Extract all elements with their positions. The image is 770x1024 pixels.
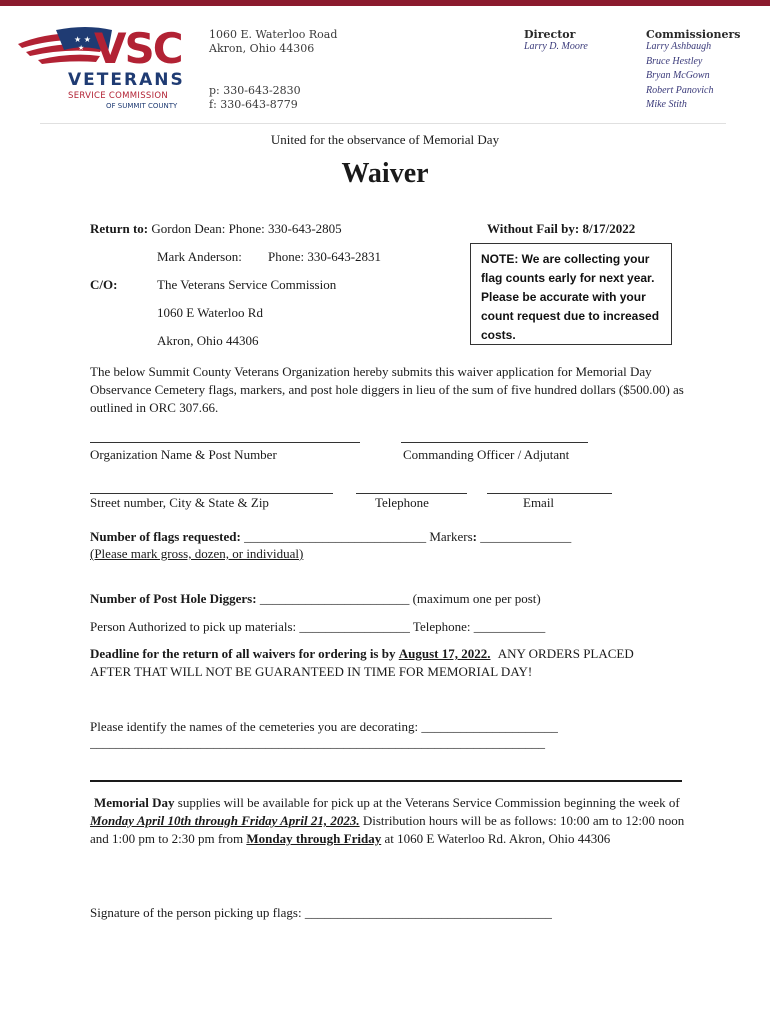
co-label: C/O: (90, 277, 118, 292)
supplies-text2: Distribution hours will be as follows: 10:00 am to 12:00 noon and 1:00 pm to 2:30 pm from (90, 813, 685, 846)
flags-input[interactable]: ____________________________ (244, 529, 427, 544)
flags-note: (Please mark gross, dozen, or individual) (90, 546, 304, 561)
cemeteries-input-2[interactable]: ______________________________________________________________________ (90, 735, 545, 750)
cemeteries-label: Please identify the names of the cemeteries you are decorating: (90, 719, 419, 734)
pickup-label: Person Authorized to pick up materials: (90, 619, 297, 634)
commissioner-name: Robert Panovich (646, 84, 714, 96)
logo-abbr: VSC (94, 24, 182, 73)
address-city: Akron, Ohio 44306 (209, 42, 315, 55)
svg-text:★ ★: ★ ★ (74, 35, 91, 44)
note-box (470, 243, 672, 345)
diggers-input[interactable]: _______________________ (259, 591, 410, 606)
diggers-line (90, 590, 541, 608)
pickup-phone-label: Telephone: (412, 619, 471, 634)
supplies-bold-start: Memorial Day (94, 795, 175, 810)
pickup-input[interactable]: _________________ (299, 619, 410, 634)
return-to-contact2-name: Mark Anderson: (157, 249, 242, 264)
commanding-officer-label: Commanding Officer / Adjutant (403, 447, 570, 462)
deadline-notice-line2: AFTER THAT WILL NOT BE GUARANTEED IN TIME FOR MEMORIAL DAY! (90, 664, 533, 679)
deadline-notice-line1 (90, 645, 634, 663)
email-label: Email (523, 495, 555, 510)
return-to-contact2-phone: Phone: 330-643-2831 (268, 249, 382, 264)
diggers-label: Number of Post Hole Diggers: (90, 591, 257, 606)
logo-line3: OF SUMMIT COUNTY (106, 102, 178, 110)
return-to-line (90, 220, 342, 238)
co-street: 1060 E Waterloo Rd (157, 305, 263, 320)
co-org: The Veterans Service Commission (157, 277, 337, 292)
supplies-paragraph (90, 794, 686, 848)
deadline-notice-rest: ANY ORDERS PLACED (497, 646, 634, 661)
email-line (487, 481, 612, 494)
director-title: Director (524, 28, 576, 41)
commissioner-name: Bruce Hestley (646, 55, 703, 67)
section-divider (90, 780, 682, 782)
supplies-text3: at 1060 E Waterloo Rd. Akron, Ohio 44306 (384, 831, 611, 846)
flags-line (90, 528, 571, 546)
commanding-officer-line (401, 430, 588, 443)
note-line: Please be accurate with your (481, 290, 646, 304)
commissioners-title: Commissioners (646, 28, 741, 41)
markers-input[interactable]: ______________ (480, 529, 572, 544)
cemeteries-input[interactable]: _____________________ (421, 719, 558, 734)
page-subtitle: United for the observance of Memorial Day (270, 132, 500, 147)
note-line: costs. (481, 328, 516, 342)
header-divider (40, 123, 726, 124)
logo-line2: SERVICE COMMISSION (68, 91, 169, 101)
co-city: Akron, Ohio 44306 (157, 333, 259, 348)
logo-line1: VETERANS (68, 70, 185, 90)
without-fail-line (487, 220, 635, 238)
flags-label: Number of flags requested: (90, 529, 241, 544)
supplies-text1: supplies will be available for pick up at the Veterans Service Commission beginning the week of (177, 795, 680, 810)
svg-text:★: ★ (78, 44, 85, 52)
fax-number: f: 330-643-8779 (209, 98, 298, 111)
deadline-notice-date: August 17, 2022. (398, 646, 491, 661)
note-line: flag counts early for next year. (481, 271, 655, 285)
director-name: Larry D. Moore (524, 41, 588, 52)
diggers-suffix: (maximum one per post) (412, 591, 541, 606)
commissioner-name: Bryan McGown (646, 70, 710, 81)
signature-line (90, 904, 552, 922)
telephone-label: Telephone (375, 495, 429, 510)
without-fail-label: Without Fail by: (487, 221, 580, 236)
telephone-line (356, 481, 467, 494)
address-street: 1060 E. Waterloo Road (209, 28, 338, 41)
signature-label: Signature of the person picking up flags: (90, 905, 302, 920)
vsc-logo (16, 22, 196, 114)
pickup-line (90, 618, 545, 636)
markers-colon: : (472, 529, 477, 544)
supplies-dates: Monday April 10th through Friday April 21, 2023. (90, 813, 360, 828)
pickup-phone-input[interactable]: ___________ (473, 619, 546, 634)
supplies-days: Monday through Friday (246, 831, 382, 846)
signature-input[interactable]: ______________________________________ (304, 905, 552, 920)
return-to-label: Return to: (90, 221, 149, 236)
note-line: count request due to increased (481, 309, 660, 323)
street-line (90, 481, 333, 494)
page-title: Waiver (341, 158, 429, 189)
deadline-notice-bold: Deadline for the return of all waivers for ordering is by (90, 646, 396, 661)
markers-label: Markers (429, 529, 473, 544)
street-label: Street number, City & State & Zip (90, 495, 269, 510)
return-to-contact1: Gordon Dean: Phone: 330-643-2805 (151, 221, 342, 236)
intro-paragraph: The below Summit County Veterans Organization hereby submits this waiver application for Memorial Day Observance Cemetery flags, markers, and post hole diggers in lieu of the sum of five hundred dollars ($500.00) as outlined in ORC 307.66. (90, 364, 684, 415)
org-name-line (90, 430, 360, 443)
commissioner-name: Larry Ashbaugh (646, 41, 712, 52)
phone-number: p: 330-643-2830 (209, 84, 301, 97)
note-line: NOTE: We are collecting your (481, 252, 650, 266)
org-name-label: Organization Name & Post Number (90, 447, 277, 462)
commissioner-name: Mike Stith (646, 99, 687, 110)
commissioners-list (646, 40, 713, 113)
without-fail-date: 8/17/2022 (582, 221, 636, 236)
top-accent-bar (0, 0, 770, 6)
